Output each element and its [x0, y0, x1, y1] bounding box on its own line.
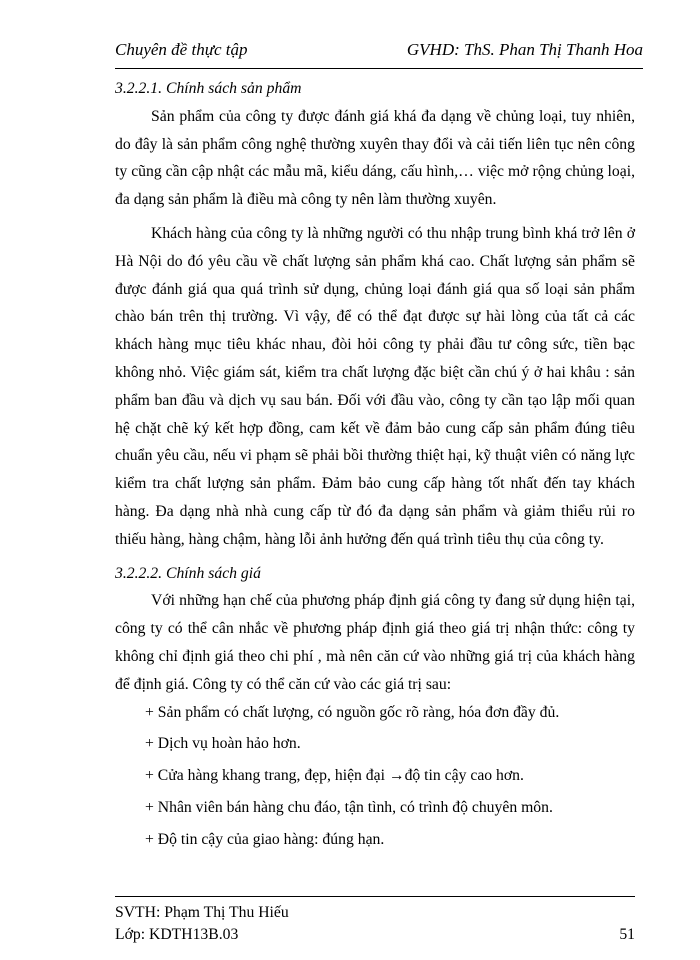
- page-footer: [115, 902, 635, 946]
- header-title: Chuyên đề thực tập: [115, 40, 248, 59]
- page-header: [115, 40, 643, 64]
- footer-student: SVTH: Phạm Thị Thu Hiếu: [115, 904, 289, 921]
- list-item: + Nhân viên bán hàng chu đáo, tận tình, có trình độ chuyên môn.: [145, 798, 553, 816]
- section-heading-price: 3.2.2.2. Chính sách giá: [115, 564, 261, 582]
- value-list: [115, 699, 635, 854]
- page-number: 51: [619, 926, 635, 943]
- paragraph: Khách hàng của công ty là những người có thu nhập trung bình khá trở lên ở Hà Nội do đó yêu cầu về chất lượng sản phẩm khá cao. Chất lượng sản phẩm sẽ được đánh giá qua quá trình sử dụng, chủng loại đánh giá qua số loại sản phẩm chào bán trên thị trường. Vì vậy, để có thể đạt được sự hài lòng của tất cả các khách hàng mục tiêu khác nhau, đòi hỏi công ty phải đầu tư công sức, tiền bạc không nhỏ. Việc giám sát, kiểm tra chất lượng đặc biệt cần chú ý ở hai khâu : sản phẩm ban đầu và dịch vụ sau bán. Đối với đầu vào, công ty cần tạo lập mối quan hệ chặt chẽ ký kết hợp đồng, cam kết về đảm bảo cung cấp sản phẩm đúng tiêu chuẩn yêu cầu, nếu vi phạm sẽ phải bồi thường thiệt hại, kỹ thuật viên có năng lực kiểm tra chất lượng sản phẩm. Đảm bảo cung cấp hàng tốt nhất đến tay khách hàng. Đa dạng nhà nhà cung cấp từ đó đa dạng sản phẩm và giảm thiểu rủi ro thiếu hàng, hàng chậm, hàng lỗi ảnh hưởng đến quá trình tiêu thụ của công ty.: [115, 224, 635, 548]
- section-heading-product: 3.2.2.1. Chính sách sản phẩm: [115, 80, 302, 97]
- header-supervisor: GVHD: ThS. Phan Thị Thanh Hoa: [406, 40, 643, 59]
- footer-divider: [115, 896, 635, 897]
- list-item: + Sản phẩm có chất lượng, có nguồn gốc rõ ràng, hóa đơn đầy đủ.: [145, 703, 560, 721]
- page-body: [115, 75, 635, 858]
- paragraph: Sản phẩm của công ty được đánh giá khá đa dạng về chủng loại, tuy nhiên, do đây là sản phẩm công nghệ thường xuyên thay đổi và cải tiến liên tục nên công ty cũng cần cập nhật các mẫu mã, kiểu dáng, cấu hình,… việc mở rộng chủng loại, đa dạng sản phẩm là điều mà công ty nên làm thường xuyên.: [115, 107, 635, 209]
- header-divider: [115, 68, 643, 69]
- list-item: + Dịch vụ hoàn hảo hơn.: [145, 735, 301, 753]
- list-item: + Cửa hàng khang trang, đẹp, hiện đại →độ tin cậy cao hơn.: [145, 767, 524, 785]
- paragraph: Với những hạn chế của phương pháp định giá công ty đang sử dụng hiện tại, công ty có thể cân nhắc về phương pháp định giá theo giá trị nhận thức: công ty không chỉ định giá theo chi phí , mà nên căn cứ vào những giá trị của khách hàng để định giá. Công ty có thể căn cứ vào các giá trị sau:: [115, 592, 635, 693]
- list-item: + Độ tin cậy của giao hàng: đúng hạn.: [145, 830, 385, 848]
- footer-class: Lớp: KDTH13B.03: [115, 926, 239, 943]
